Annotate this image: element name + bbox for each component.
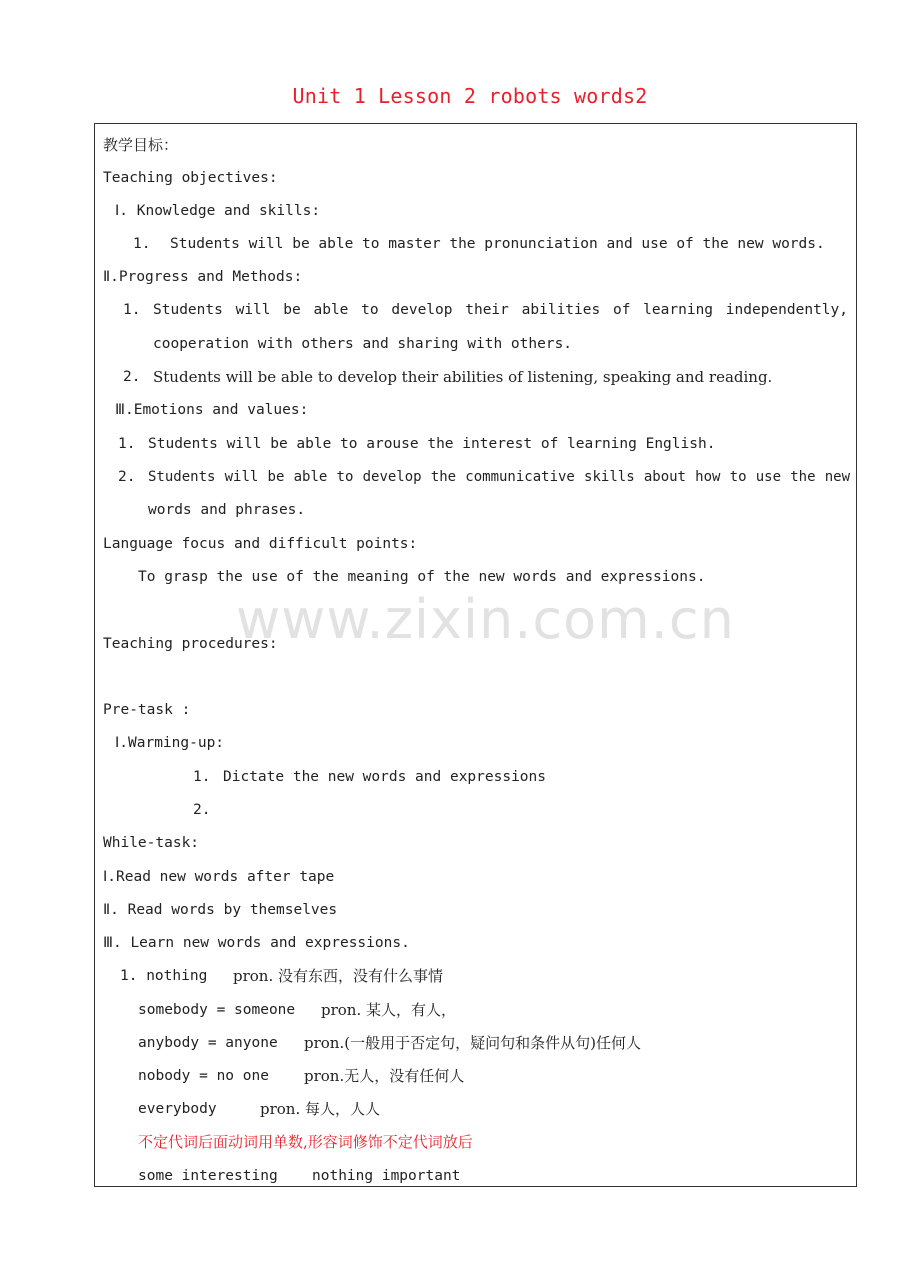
knowledge-skills-heading: Ⅰ. Knowledge and skills: <box>115 203 321 219</box>
vocab-word: somebody = someone <box>138 1002 296 1018</box>
page-title: Unit 1 Lesson 2 robots words2 <box>292 84 648 108</box>
focus-heading: Language focus and difficult points: <box>103 536 418 552</box>
list-number: 1. <box>123 302 141 318</box>
objective-item: Students will be able to develop their abilities of listening, speaking and reading. <box>153 368 773 386</box>
watermark: www.zixin.com.cn <box>236 588 735 651</box>
list-number: 2. <box>123 369 141 385</box>
list-number: 1. <box>193 769 211 785</box>
vocab-definition: pron. 某人，有人， <box>321 1001 457 1019</box>
step-heading: Ⅰ.Read new words after tape <box>103 869 335 885</box>
objective-item: Students will be able to develop the communicative skills about how to use the new <box>148 469 850 485</box>
vocab-word: everybody <box>138 1101 217 1117</box>
list-number: 2. <box>193 802 211 818</box>
procedures-heading: Teaching procedures: <box>103 636 278 652</box>
step-item: Dictate the new words and expressions <box>223 769 547 785</box>
vocab-definition: pron.无人，没有任何人 <box>304 1067 465 1085</box>
example-phrase: some interesting <box>138 1168 278 1184</box>
warming-up-heading: Ⅰ.Warming-up: <box>115 735 225 751</box>
vocab-definition: pron. 每人，人人 <box>260 1100 381 1118</box>
example-phrase: nothing important <box>312 1168 461 1184</box>
list-number: 1. <box>118 436 136 452</box>
objectives-heading-en: Teaching objectives: <box>103 170 278 186</box>
focus-text: To grasp the use of the meaning of the new words and expressions. <box>138 569 706 585</box>
objective-item: Students will be able to master the pronunciation and use of the new words. <box>170 236 825 252</box>
pre-task-heading: Pre-task : <box>103 702 191 718</box>
progress-methods-heading: Ⅱ.Progress and Methods: <box>103 269 303 285</box>
vocab-definition: pron.(一般用于否定句，疑问句和条件从句)任何人 <box>304 1034 641 1052</box>
list-number: 2. <box>118 469 136 485</box>
emotions-values-heading: Ⅲ.Emotions and values: <box>115 402 309 418</box>
objective-item-continued: cooperation with others and sharing with others. <box>153 336 573 352</box>
vocab-word: anybody = anyone <box>138 1035 278 1051</box>
vocab-definition: pron. 没有东西，没有什么事情 <box>233 967 444 985</box>
list-number: 1. <box>133 236 151 252</box>
objective-item-continued: words and phrases. <box>148 502 306 518</box>
vocab-word: 1. nothing <box>120 968 208 984</box>
objective-item: Students will be able to develop their abilities of learning independently, <box>153 302 848 318</box>
objective-item: Students will be able to arouse the interest of learning English. <box>148 436 716 452</box>
step-heading: Ⅲ. Learn new words and expressions. <box>103 935 410 951</box>
while-task-heading: While-task: <box>103 835 200 851</box>
grammar-note: 不定代词后面动词用单数,形容词修饰不定代词放后 <box>138 1133 473 1151</box>
vocab-word: nobody = no one <box>138 1068 269 1084</box>
objectives-heading-cn: 教学目标： <box>103 136 179 154</box>
step-heading: Ⅱ. Read words by themselves <box>103 902 338 918</box>
